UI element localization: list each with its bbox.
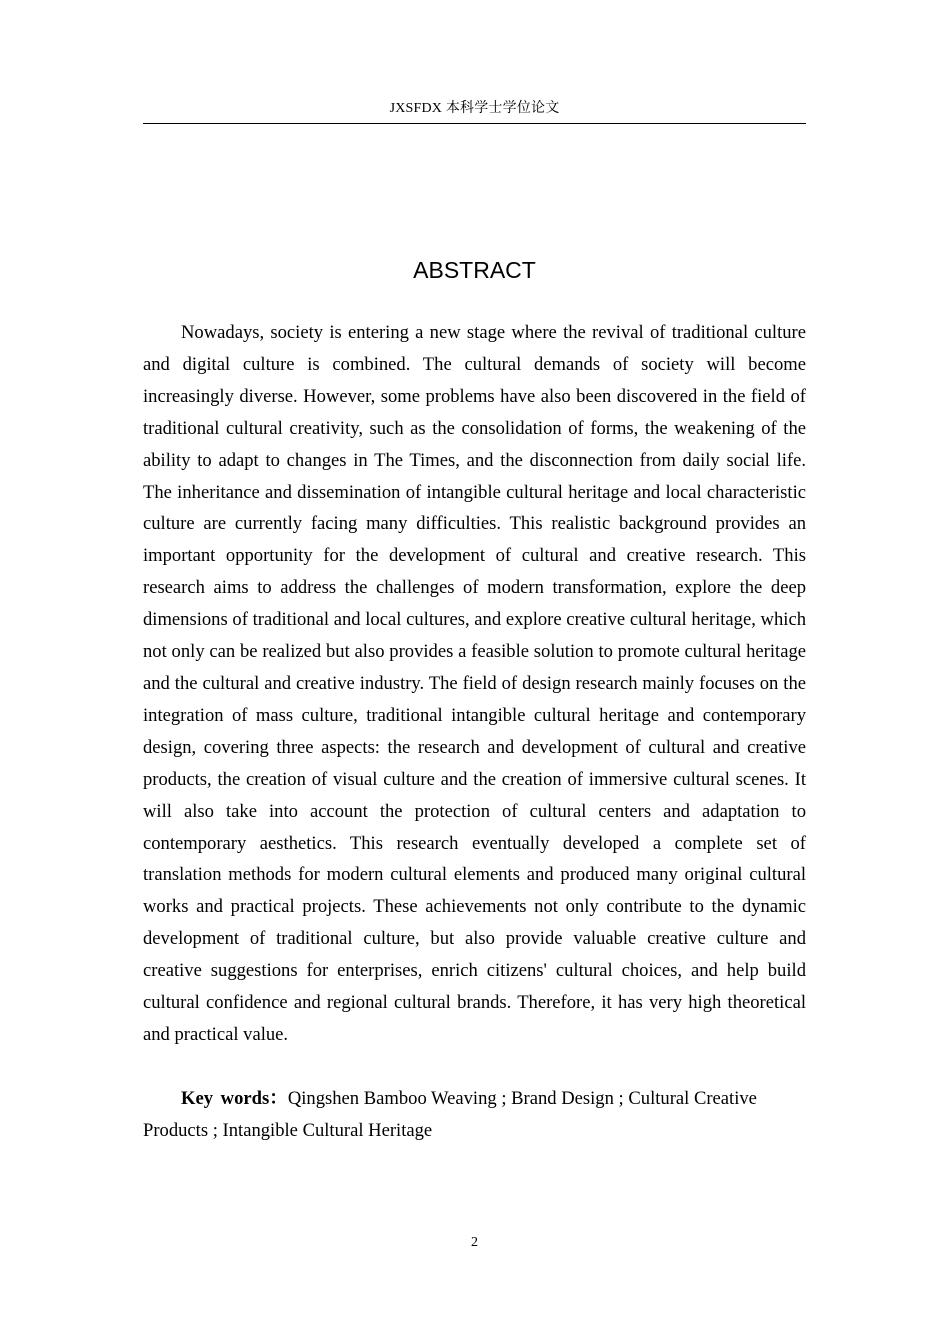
header-divider	[143, 123, 806, 124]
running-header: JXSFDX 本科学士学位论文	[389, 101, 560, 116]
abstract-title: ABSTRACT	[413, 257, 536, 283]
page-number: 2	[471, 1235, 478, 1250]
keywords-value: Qingshen Bamboo Weaving ; Brand Design ; Cultural Creative Products ; Intangible Cultural Heritage	[143, 1088, 757, 1141]
abstract-body: Nowadays, society is entering a new stage where the revival of traditional culture and digital culture is combined. The cultural demands of society will become increasingly diverse. However, some problems have also been discovered in the field of traditional cultural creativity, such as the consolidation of forms, the weakening of the ability to adapt to changes in The Times, and the disconnection from daily social life. The inheritance and dissemination of intangible cultural heritage and local characteristic culture are currently facing many difficulties. This realistic background provides an important opportunity for the development of cultural and creative research. This research aims to address the challenges of modern transformation, explore the deep dimensions of traditional and local cultures, and explore creative cultural heritage, which not only can be realized but also provides a feasible solution to promote cultural heritage and the cultural and creative industry. The field of design research mainly focuses on the integration of mass culture, traditional intangible cultural heritage and contemporary design, covering three aspects: the research and development of cultural and creative products, the creation of visual culture and the creation of immersive cultural scenes. It will also take into account the protection of cultural centers and adaptation to contemporary aesthetics. This research eventually developed a complete set of translation methods for modern cultural elements and produced many original cultural works and practical projects. These achievements not only contribute to the dynamic development of traditional culture, but also provide valuable creative culture and creative suggestions for enterprises, enrich citizens' cultural choices, and help build cultural confidence and regional cultural brands. Therefore, it has very high theoretical and practical value.	[143, 322, 806, 1045]
keywords-label: Key words：	[181, 1088, 288, 1109]
keywords-paragraph	[143, 1083, 806, 1146]
